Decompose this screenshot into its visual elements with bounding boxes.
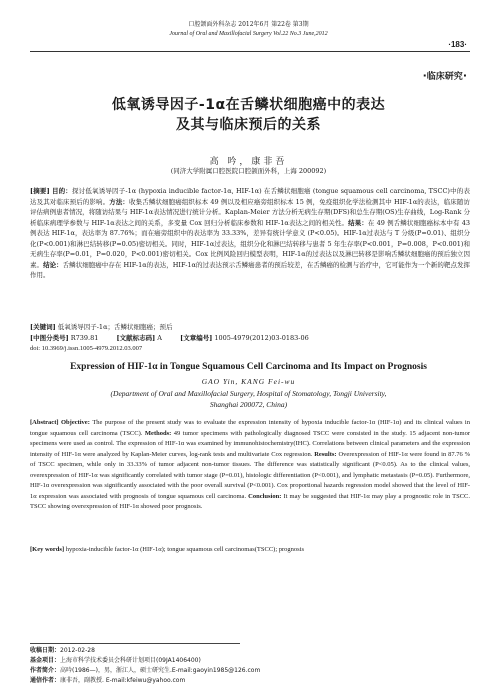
abstract-cn-part: 方法： xyxy=(109,197,130,206)
abstract-en-label: [Abstract] xyxy=(30,419,59,426)
footnote-text: 2012-02-28 xyxy=(60,647,95,654)
footnotes xyxy=(30,646,260,686)
keywords-en xyxy=(30,545,470,556)
keywords-cn-text: 低氧诱导因子-1α；舌鳞状细胞癌；预后 xyxy=(57,323,173,331)
abstract-cn-part: 探讨低氧诱导因子-1α (hypoxia inducible factor-1α, HIF-1α) 在舌鳞状细胞癌 (tongue squamous cell carcinoma, TSCC)中的表达及其对临床预后的影响。 xyxy=(30,187,470,206)
title-en: Expression of HIF-1α in Tongue Squamous Cell Carcinoma and Its Impact on Prognosis xyxy=(70,362,427,372)
abstract-cn-part: 舌鳞状细胞癌中存在 HIF-1α的表达，HIF-1α的过表达预示舌鳞癌患者的预后较差，在舌鳞癌的检测与治疗中，它可能作为一个新的靶点发挥作用。 xyxy=(30,260,471,279)
doc-code-label: [文献标志码] xyxy=(116,334,156,342)
abstract-cn xyxy=(30,186,470,281)
abstract-cn-part: 收集舌鳞状细胞癌组织标本 49 例以及相应癌旁组织标本 15 例，免疫组织化学法检测其中 HIF-1α的表达，临床随访评估病例患者情况，将随访结果与 HIF-1α表达情况进行统计分析。Kaplan-Meier 方法分析无病生存期(DFS)和总生存期(OS)生存曲线，Log-Rank 分析临床病理学参数与 HIF-1α表达之间的关系，多变量 Cox 回归分析临床参数和 HIF-1α表达之间的相关性。 xyxy=(30,197,471,227)
article-no-label: [文章编号] xyxy=(180,334,213,342)
classification-line xyxy=(30,333,470,344)
page-number: ·183· xyxy=(448,40,467,49)
abstract-cn-part: 结论： xyxy=(43,260,63,269)
keywords-en-label: [Key words] xyxy=(30,546,65,553)
footnote-label: 作者简介： xyxy=(30,667,61,674)
doc-code-value: A xyxy=(157,334,162,342)
abstract-en-part: Objective: xyxy=(60,419,93,426)
footnote-item xyxy=(30,646,260,656)
journal-header-en: Journal of Oral and Maxillofacial Surgery Vol.22 No.3 June,2012 xyxy=(169,31,328,37)
authors-cn: 高 吟，康非吾 xyxy=(209,157,288,167)
footnote-rule xyxy=(30,643,240,644)
footnote-text: 高吟(1986—)，男，浙江人，硕士研究生.E-mail:gaoyin1985@126.com xyxy=(60,667,261,674)
abstract-cn-part: 目的： xyxy=(51,187,72,195)
bullet-icon: · xyxy=(462,69,467,82)
abstract-en-part: 49 tumor specimens with pathologically diagnosed TSCC were consisted in the study. 15 adjacent non-tumor specimens were used as control. The expression of HIF-1α was examined by immunohistochemistry(IHC). Correlations between clinical parameters and the expression intensity of HIF-1α were analyzed by Kaplan-Meier curves, log-rank tests and multivariate Cox regression. xyxy=(30,429,470,458)
abstract-cn-part: 在 49 例舌鳞状细胞癌标本中有 43 例表达 HIF-1α，表达率为 87.76%；而在癌旁组织中的表达率为 33.33%，差异有统计学意义 (P<0.05)。HIF-1α过表达与 T 分级(P=0.01)、组织分化(P<0.001)和淋巴结转移(P=0.05)密切相关。同时，HIF-1α过表达，组织分化和淋巴结转移与患者 5 年生存率(P<0.001，P=0.008，P<0.001)和无病生存率(P=0.01，P=0.020，P<0.001)密切相关。Cox 比例风险回归模型表明，HIF-1α的过表达以及淋巴转移是影响舌鳞状细胞癌的预后独立因素。 xyxy=(30,218,471,269)
section-label: ·临床研究· xyxy=(422,69,467,82)
affiliation-en-line1: (Department of Oral and Maxillofacial Surgery, Hospital of Stomatology, Tongji University, xyxy=(110,389,387,398)
keywords-cn xyxy=(30,322,470,333)
footnote-label: 收稿日期： xyxy=(30,647,61,654)
footnote-label: 通信作者： xyxy=(30,677,61,684)
abstract-en-text xyxy=(30,419,470,510)
journal-header-cn: 口腔颌面外科杂志 2012年6月 第22卷 第3期 xyxy=(188,21,309,28)
header-rule xyxy=(30,51,470,52)
clc-label: [中图分类号] xyxy=(30,334,69,342)
abstract-en-part: It may be suggested that HIF-1α may play a prognostic role in TSCC. TSCC showing overexpression of HIF-1α showed poor prognosis. xyxy=(30,492,471,510)
abstract-cn-label: [摘要] xyxy=(30,187,50,195)
footnote-label: 基金项目： xyxy=(30,657,61,664)
authors-en: GAO Yin, KANG Fei-wu xyxy=(201,377,296,386)
title-cn-line1: 低氧诱导因子-1α在舌鳞状细胞癌中的表达 xyxy=(111,97,386,113)
clc-value: R739.81 xyxy=(70,334,99,342)
abstract-en-part: Results: xyxy=(314,450,339,458)
footnote-text: 康非吾，副教授. E-mail:kfeiwu@yahoo.com xyxy=(60,677,186,684)
abstract-en xyxy=(30,418,470,513)
affiliation-en-line2: Shanghai 200072, China) xyxy=(209,400,288,409)
abstract-en-part: The purpose of the present study was to evaluate the expression intensity of hypoxia inducible factor-1α (HIF-1α) and its clinical values in tongue squamous cell carcinoma (TSCC). xyxy=(30,419,470,437)
keywords-en-text: hypoxia-inducible factor-1α (HIF-1α); tongue squamous cell carcinomas(TSCC); prognosis xyxy=(65,546,305,553)
footnote-text: 上海市科学技术委员会科研计划项目(09JA1406400) xyxy=(60,657,201,664)
footnote-item xyxy=(30,656,260,666)
abstract-cn-part: 结果： xyxy=(348,218,368,227)
abstract-en-part: Methods: xyxy=(144,429,174,437)
abstract-en-part: Overexpression of HIF-1α were found in 87.76 % of TSCC specimen, while only in 33.33% of tumor adjacent non-tumor tissues. The difference was statistically significant (P<0.05). As to the clinical values, overexpression of HIF-1α was significantly correlated with tumor stage (P=0.01), histologic differentiation (P<0.001), and lymphatic metastasis (P=0.05). Furthermore, HIF-1α overexpression was significantly associated with the poor overall survival (P<0.001). Cox proportional hazards regression model showed that the level of HIF-1α expression was associated with prognosis of tongue squamous cell carcinoma. xyxy=(30,450,471,500)
article-no-value: 1005-4979(2012)03-0183-06 xyxy=(214,334,309,342)
bullet-icon: · xyxy=(422,69,427,82)
footnote-item xyxy=(30,666,260,676)
title-cn-line2: 及其与临床预后的关系 xyxy=(176,117,321,133)
doi: doi: 10.3969/j.issn.1005-4979.2012.03.007 xyxy=(30,345,143,352)
abstract-en-part: Conclusion: xyxy=(248,492,284,500)
keywords-cn-label: [关键词] xyxy=(30,323,56,331)
affiliation-cn: (同济大学附属口腔医院口腔颌面外科，上海 200092) xyxy=(170,167,327,175)
abstract-cn-text xyxy=(30,187,470,279)
footnote-item xyxy=(30,676,260,686)
